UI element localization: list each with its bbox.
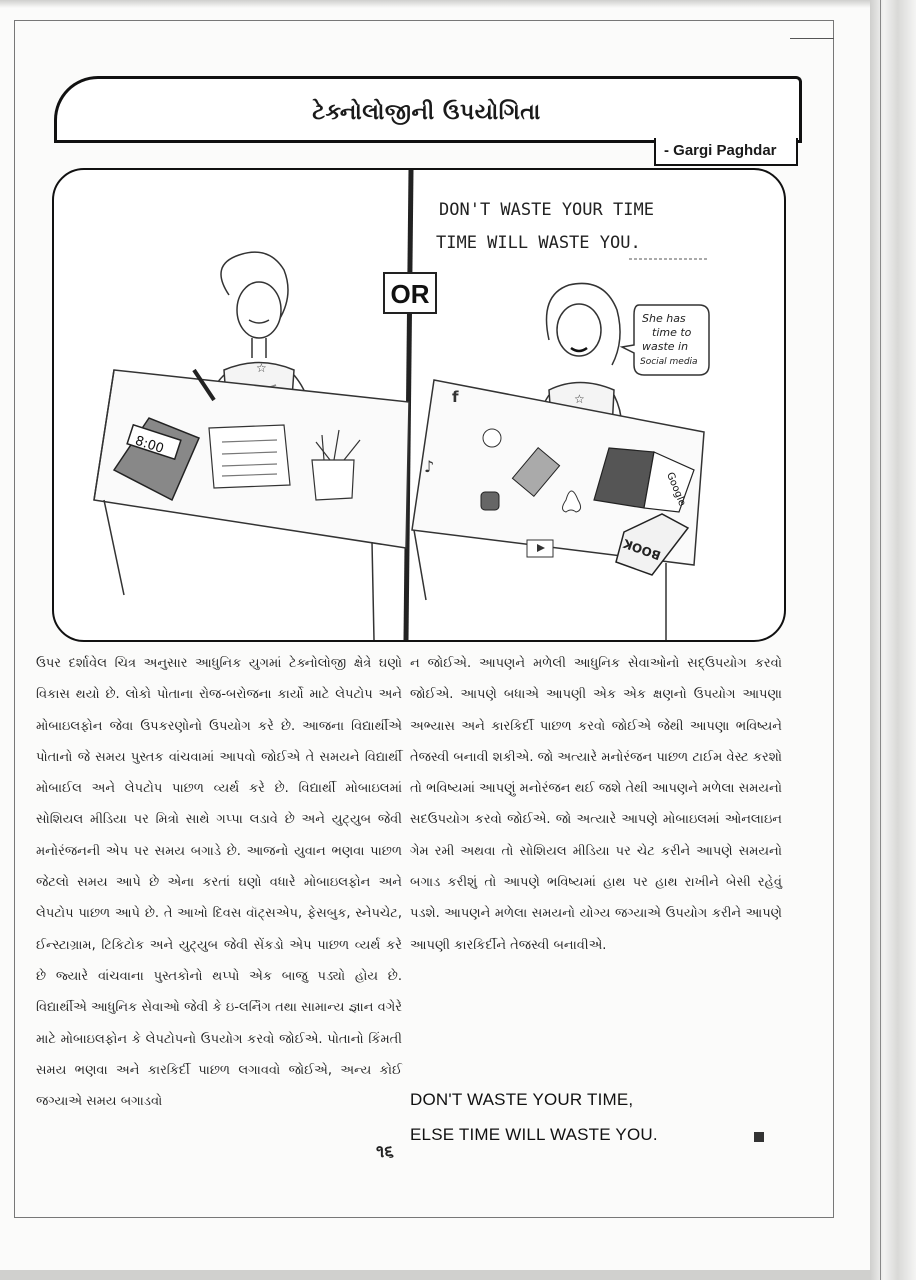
whatsapp-icon	[483, 429, 501, 447]
svg-text:8:00: 8:00	[133, 433, 166, 457]
author-name: - Gargi Paghdar	[664, 142, 777, 159]
speech-line-1: She has	[642, 312, 686, 325]
music-note-icon: ♪	[424, 457, 435, 476]
closing-quote-line-2: ELSE TIME WILL WASTE YOU.	[410, 1125, 658, 1144]
speech-bubble	[622, 305, 709, 375]
article-title: ટેક્નોલોજીની ઉપયોગિતા	[312, 100, 541, 125]
speech-line-4: Social media	[640, 357, 698, 367]
speech-line-3: waste in	[642, 340, 689, 353]
closing-quote-line-1: DON'T WASTE YOUR TIME,	[410, 1090, 634, 1109]
body-text-right-column: ન જોઈએ. આપણને મળેલી આધુનિક સેવાઓનો સદ્ઉપયોગ કરવો જોઈએ. આપણે બધાએ આપણી એક એક ક્ષણનો ઉપયોગ આપણા અભ્યાસ અને કારકિર્દી પાછળ કરવો જોઈએ જેથી આપણા ભવિષ્યને તેજસ્વી બનાવી શકીએ. જો અત્યારે મનોરંજન પાછળ ટાઈમ વેસ્ટ કરશો તો ભવિષ્યમાં આપણું મનોરંજન થઈ જશે તેથી આપણને મળેલા સમયનો સદઉપયોગ કરવો જોઈએ. જો અત્યારે આપણે મોબાઇલમાં ઓનલાઇન ગેમ રમી અથવા તો સોશિયલ મીડિયા પર ચેટ કરીને આપણે સમયનો બગાડ કરીશું તો આપણે ભવિષ્યમાં હાથ પર હાથ રાખીને બેસી રહેવું પડશે. આપણને મળેલા સમયનો યોગ્ય જગ્યાએ ઉપયોગ કરીને આપણે આપણી કારકિર્દીને તેજસ્વી બનાવીએ.	[410, 656, 782, 953]
face-left	[237, 282, 281, 338]
page-number: ૧૬	[376, 1142, 394, 1162]
page-top-shadow	[0, 0, 870, 8]
face-right	[557, 304, 601, 356]
spine-edge-line	[880, 0, 881, 1280]
caption-line-1: DON'T WASTE YOUR TIME	[439, 200, 654, 220]
caption-line-2: TIME WILL WASTE YOU.	[436, 233, 641, 253]
page-bottom-edge	[0, 1270, 870, 1280]
notebook-icon	[209, 425, 290, 488]
laptop-label: Google	[664, 470, 688, 508]
book-spine	[870, 0, 916, 1280]
svg-text:☆: ☆	[574, 392, 585, 406]
speech-line-2: time to	[652, 326, 692, 339]
body-text-left-column: ઉપર દર્શાવેલ ચિત્ર અનુસાર આધુનિક યુગમાં ટેક્નોલોજી ક્ષેત્રે ઘણો વિકાસ થયો છે. લોકો પોતાના રોજ-બરોજના કાર્યો માટે લેપટોપ અને મોબાઇલફોન જેવા ઉપકરણોનો ઉપયોગ કરે છે. આજના વિદ્યાર્થીએ પોતાનો જે સમય પુસ્તક વાંચવામાં આપવો જોઈએ તે સમયને વિદ્યાર્થી મોબાઈલ અને લેપટોપ પાછળ વ્યર્થ કરે છે. વિદ્યાર્થી મોબાઇલમાં સોશિયલ મીડિયા પર મિત્રો સાથે ગપ્પા લડાવે છે અને યુટ્યુબ જેવી મનોરંજનની એપ પર સમય બગાડે છે. આજનો યુવાન ભણવા પાછળ જેટલો સમય આપે છે એના કરતાં ઘણો વધારે મોબાઇલફોન અને લેપટોપ પાછળ આપે છે. તે આખો દિવસ વૉટ્સએપ, ફેસબુક, સ્નેપચેટ, ઈન્સ્ટાગ્રામ, ટિકિટોક અને યુટ્યુબ જેવી સેંકડો એપ પાછળ વ્યર્થ કરે છે જ્યારે વાંચવાના પુસ્તકોનો થપ્પો એક બાજુ પડ્યો હોય છે. વિદ્યાર્થીએ આધુનિક સેવાઓ જેવી કે ઇ-લર્નિંગ તથા સામાન્ય જ્ઞાન વગેરે માટે મોબાઇલફોન કે લેપટોપનો ઉપયોગ કરવો જોઈએ. પોતાનો કિંમતી સમય ભણવા અને કારકિર્દી પાછળ લગાવવો જોઈએ, અન્ય કોઈ જગ્યાએ સમય બગાડવો	[36, 656, 402, 1110]
end-of-article-square-icon	[754, 1132, 764, 1142]
frame-corner-mark	[790, 38, 834, 39]
illustration-panel	[52, 168, 786, 642]
facebook-icon: f	[452, 388, 459, 406]
or-label: OR	[390, 279, 430, 309]
instagram-icon	[481, 492, 499, 510]
comparison-drawing	[54, 170, 784, 640]
book-label: BOOK	[621, 536, 663, 563]
svg-text:☆: ☆	[256, 361, 267, 375]
